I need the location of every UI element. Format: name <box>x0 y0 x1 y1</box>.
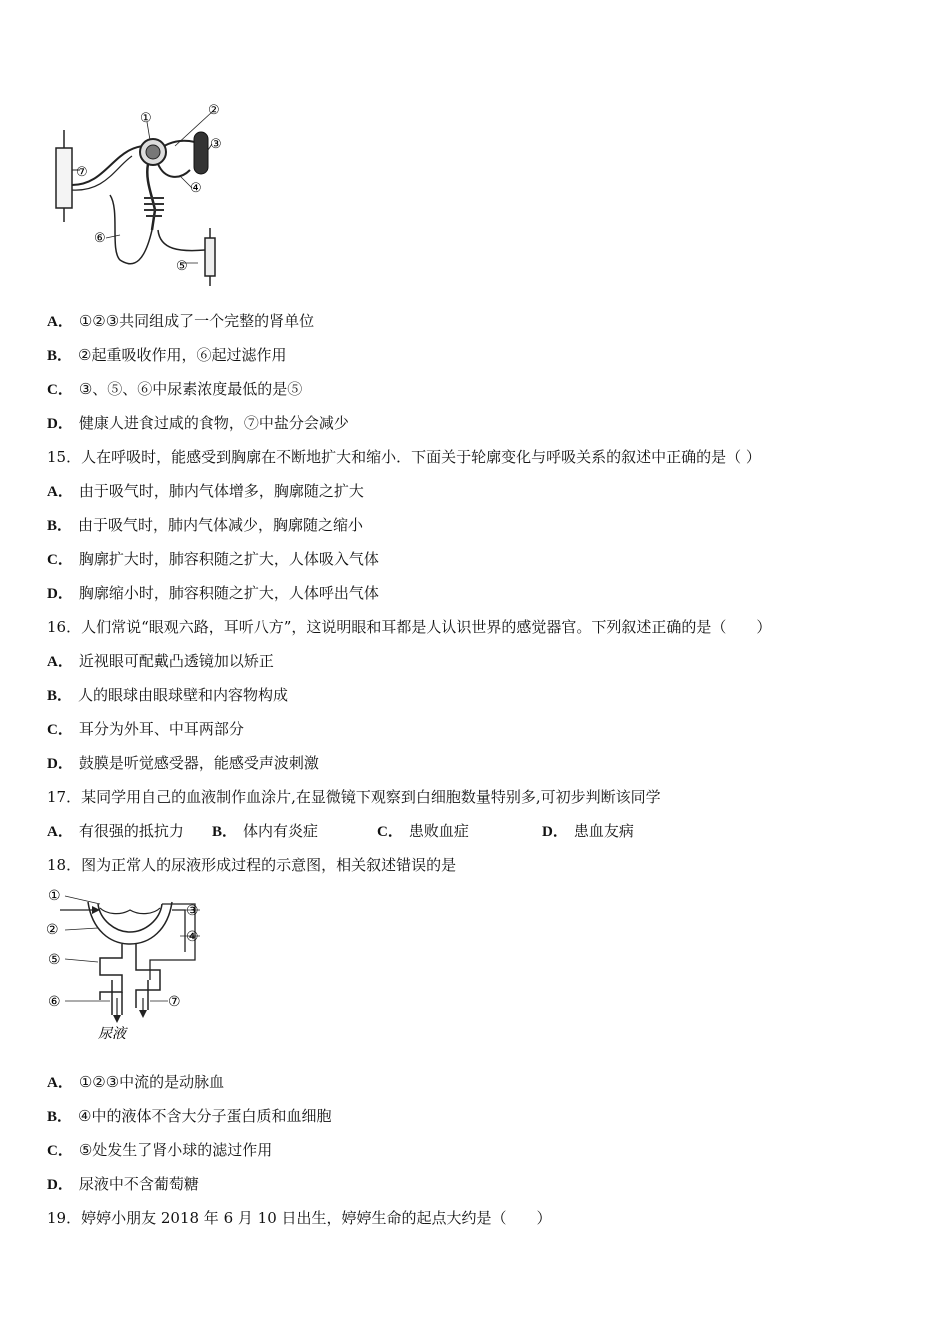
q19-stem: 19．婷婷小朋友 2018 年 6 月 10 日出生，婷婷生命的起点大约是（ ） <box>47 1209 552 1227</box>
q16-stem: 16．人们常说“眼观六路，耳听八方”，这说明眼和耳都是人认识世界的感觉器官。下列叙述正确的是（ ） <box>47 618 772 636</box>
q14-option-b[interactable]: B． ②起重吸收作用，⑥起过滤作用 <box>47 346 287 364</box>
fig2-caption: 尿液 <box>98 1026 126 1042</box>
q18-stem: 18．图为正常人的尿液形成过程的示意图，相关叙述错误的是 <box>47 856 457 874</box>
fig2-label-2: ② <box>46 922 59 938</box>
label-7: ⑦ <box>76 165 88 180</box>
q14-option-d[interactable]: D． 健康人进食过咸的食物，⑦中盐分会减少 <box>47 414 349 432</box>
q17-options <box>47 821 634 842</box>
label-3: ③ <box>210 137 222 152</box>
q18-option-a[interactable]: A． ①②③中流的是动脉血 <box>47 1073 225 1091</box>
q17-option-d[interactable]: D． 患血友病 <box>542 822 634 840</box>
q16-option-a[interactable]: A． 近视眼可配戴凸透镜加以矫正 <box>47 652 274 670</box>
q15-stem: 15．人在呼吸时，能感受到胸廓在不断地扩大和缩小．下面关于轮廓变化与呼吸关系的叙述中正确的是（ ） <box>47 448 761 466</box>
label-4: ④ <box>190 181 202 196</box>
q14-option-a[interactable]: A． ①②③共同组成了一个完整的肾单位 <box>47 312 315 330</box>
fig2-label-6: ⑥ <box>48 994 61 1010</box>
q14-option-c[interactable]: C． ③、⑤、⑥中尿素浓度最低的是⑤ <box>47 380 303 398</box>
q16-option-c[interactable]: C． 耳分为外耳、中耳两部分 <box>47 720 244 738</box>
q15-option-a[interactable]: A． 由于吸气时，肺内气体增多，胸廓随之扩大 <box>47 482 364 500</box>
fig2-label-7: ⑦ <box>168 994 181 1010</box>
q16-option-d[interactable]: D． 鼓膜是听觉感受器，能感受声波刺激 <box>47 754 319 772</box>
q17-option-b[interactable]: B． 体内有炎症 <box>212 822 319 840</box>
q17-option-a[interactable]: A． 有很强的抵抗力 <box>47 822 184 840</box>
urine-formation-diagram <box>40 880 220 1045</box>
fig2-label-5: ⑤ <box>48 952 61 968</box>
label-2: ② <box>208 103 220 118</box>
q18-option-b[interactable]: B． ④中的液体不含大分子蛋白质和血细胞 <box>47 1107 332 1125</box>
fig2-label-4: ④ <box>186 929 199 945</box>
q16-option-b[interactable]: B． 人的眼球由眼球壁和内容物构成 <box>47 686 289 704</box>
label-6: ⑥ <box>94 231 106 246</box>
q18-option-d[interactable]: D． 尿液中不含葡萄糖 <box>47 1175 199 1193</box>
nephron-diagram <box>40 100 240 290</box>
label-1: ① <box>140 111 152 126</box>
q17-option-c[interactable]: C． 患败血症 <box>377 822 469 840</box>
q17-stem: 17．某同学用自己的血液制作血涂片,在显微镜下观察到白细胞数量特别多,可初步判断该同学 <box>47 788 661 806</box>
fig2-label-1: ① <box>48 888 61 904</box>
q15-option-c[interactable]: C． 胸廓扩大时，肺容积随之扩大，人体吸入气体 <box>47 550 379 568</box>
q18-option-c[interactable]: C． ⑤处发生了肾小球的滤过作用 <box>47 1141 273 1159</box>
q15-option-d[interactable]: D． 胸廓缩小时，肺容积随之扩大，人体呼出气体 <box>47 584 379 602</box>
q15-option-b[interactable]: B． 由于吸气时，肺内气体减少，胸廓随之缩小 <box>47 516 364 534</box>
label-5: ⑤ <box>176 259 188 274</box>
fig2-label-3: ③ <box>186 903 199 919</box>
